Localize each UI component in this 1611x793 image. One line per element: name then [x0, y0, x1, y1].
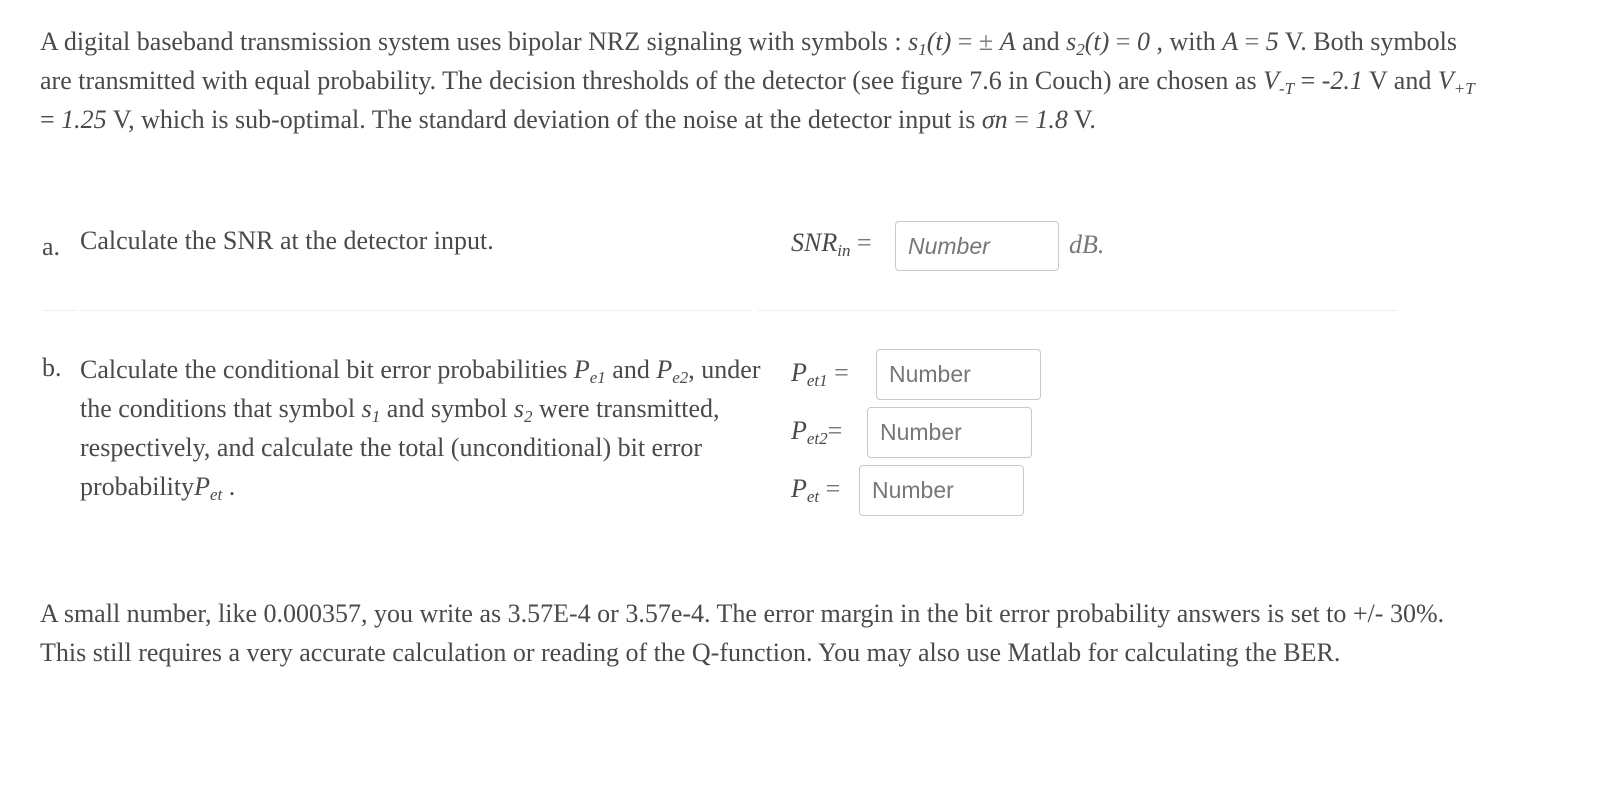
symbol-s2: $s_2(t)$	[1066, 27, 1110, 59]
instructions-note: A small number, like 0.000357, you write as 3.57E-4 or 3.57e-4. The error margin in the bit error probability answers is set to +/- 30%. This still requires a very accurate calculation or reading of the Q-function. You may also use Matlab for calculating the BER.	[40, 599, 1445, 667]
pet2-input[interactable]	[867, 407, 1032, 458]
problem-statement: A digital baseband transmission system uses bipolar NRZ signaling with symbols : $s_1(t)$ = ± A and $s_2(t) = 0$ , with A = 5 V. Both symbols are transmitted with equal probability. The decision thresholds of the detector (see figure 7.6 in Couch) are chosen as $V_{-T} = -2.1$ V and $V_{+T} = 1.25$ V, which is sub-optimal. The standard deviation of the noise at the detector input is σn = 1.8 V.	[40, 27, 1475, 134]
snr-label: $SNR_{in}$ =	[791, 228, 872, 260]
pet2-label: $P_{et2}=$	[791, 416, 843, 448]
pet-label: $P_{et}$ =	[791, 474, 841, 506]
question-a-marker: a.	[42, 232, 61, 261]
pet1-input[interactable]	[876, 349, 1041, 400]
pet-input[interactable]	[859, 465, 1024, 516]
symbol-s1: $s_1(t)$	[908, 27, 952, 59]
divider	[758, 310, 1398, 311]
threshold-plus: $V_{+T}$	[1437, 66, 1475, 98]
question-b-marker: b.	[42, 353, 62, 382]
snr-input[interactable]	[895, 221, 1059, 271]
intro-text: A digital baseband transmission system uses bipolar NRZ signaling with symbols :	[40, 27, 909, 56]
snr-unit: dB.	[1069, 230, 1105, 259]
sigma-symbol: σn	[981, 105, 1008, 134]
divider	[42, 310, 76, 311]
pet1-label: $P_{et1}$ =	[791, 358, 849, 390]
threshold-minus: $V_{-T}$	[1263, 66, 1295, 98]
divider	[80, 310, 752, 311]
question-b-text: Calculate the conditional bit error probabilities $P_{e1}$ and $P_{e2}$, under the conditions that symbol $s_1$ and symbol $s_2$ were transmitted, respectively, and calculate the total (unconditional) bit error probabilityP$_{et}$ .	[80, 355, 761, 504]
question-a-text: Calculate the SNR at the detector input.	[80, 226, 494, 255]
